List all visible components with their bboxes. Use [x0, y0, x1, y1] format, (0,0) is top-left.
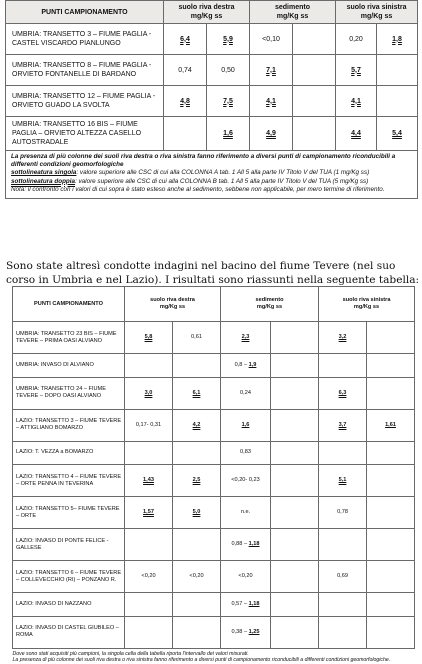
value-cell: [173, 465, 221, 497]
cell-value: 0,17- 0,31: [135, 421, 162, 428]
note-double-underline: [11, 178, 412, 186]
value-cell: [319, 441, 367, 465]
sampling-point: UMBRIA: TRANSETTO 8 – FIUME PAGLIA - ORVIETO FONTANELLE DI BARDANO: [6, 55, 164, 86]
value-cell: [367, 322, 415, 354]
sampling-point: UMBRIA: TRANSETTO 16 BIS – FIUME PAGLIA – ORVIETO ALTEZZA CASELLO AUTOSTRADALE: [6, 117, 164, 151]
sampling-point: UMBRIA: INVASO DI ALVIANO: [13, 354, 125, 378]
value-cell: [173, 561, 221, 593]
note-single-label: sottolineatura singola: [11, 169, 77, 177]
sampling-point: UMBRIA: TRANSETTO 23 BIS – FIUME TEVERE – PRIMA OASI ALVIANO: [13, 322, 125, 354]
table-row: [13, 377, 415, 409]
value-cell: [319, 409, 367, 441]
cell-value-max: 1,9: [248, 361, 257, 368]
note-comparison: Nota: il confronto con i valori di cui sopra è stato esteso anche al sedimento, sebbene non applicabile, per mero termine di riferimento.: [11, 185, 385, 193]
value-cell: [336, 86, 377, 117]
value-cell: [173, 593, 221, 617]
value-cell: [319, 377, 367, 409]
value-cell: [250, 117, 293, 151]
value-cell: [319, 616, 367, 648]
value-cell: [221, 465, 271, 497]
sampling-point: LAZIO: INVASO DI CASTEL GIUBILEO – ROMA: [13, 616, 125, 648]
header-left-bank-unit: mg/Kg ss: [353, 304, 380, 310]
value-cell: [377, 24, 418, 55]
value-cell: [319, 465, 367, 497]
cell-value: 5,9: [223, 35, 233, 43]
cell-value: 0,24: [240, 389, 251, 396]
cell-value-max: 1,18: [248, 600, 260, 607]
value-cell: [125, 377, 173, 409]
sampling-point: LAZIO: TRANSETTO 5– FIUME TEVERE – ORTE: [13, 497, 125, 529]
value-cell: [125, 465, 173, 497]
value-cell: [367, 354, 415, 378]
value-cell: [207, 117, 250, 151]
value-cell: [319, 322, 367, 354]
note-double-label: sottolineatura doppia: [11, 177, 76, 185]
value-cell: [367, 441, 415, 465]
table-row: [13, 497, 415, 529]
note-multiple-columns: La presenza di più colonne dei suoli riva destra o riva sinistra fanno riferimento a diversi punti di campionamento riconducibili a differenti condizioni geomorfologiche.: [12, 657, 391, 664]
value-cell: [125, 529, 173, 561]
value-cell: [221, 616, 271, 648]
value-cell: [125, 593, 173, 617]
cell-value: <0,20: [238, 573, 253, 580]
value-cell: [221, 529, 271, 561]
header-sediment-unit: mg/Kg ss: [256, 304, 283, 310]
value-cell: [293, 24, 336, 55]
sampling-point: LAZIO: TRANSETTO 6 – FIUME TEVERE – COLLEVECCHIO (RI) – PONZANO R.: [13, 561, 125, 593]
cell-value: 7,5: [223, 97, 233, 105]
value-cell: [125, 497, 173, 529]
header-left-bank: [336, 1, 418, 24]
value-cell: [271, 529, 319, 561]
value-cell: [164, 86, 207, 117]
cell-value: 7,1: [266, 66, 276, 74]
cell-value: n.e.: [240, 509, 251, 516]
table-row: [6, 86, 418, 117]
cell-value: 5,8: [144, 334, 153, 340]
value-cell: [250, 55, 293, 86]
sampling-point: LAZIO: TRANSETTO 3 – FIUME TEVERE – ATTIGLIANO BOMARZO: [13, 409, 125, 441]
value-cell: [221, 377, 271, 409]
cell-value: 0,78: [337, 509, 348, 516]
value-cell: [221, 441, 271, 465]
table-row: [13, 409, 415, 441]
value-cell: [367, 616, 415, 648]
value-cell: [221, 593, 271, 617]
table-paglia-notes: [6, 151, 418, 199]
header-sediment-label: sedimento: [275, 4, 311, 11]
cell-value: 4,1: [266, 97, 276, 105]
table-row: [13, 561, 415, 593]
value-cell: [250, 86, 293, 117]
value-cell: [164, 24, 207, 55]
cell-value: 3,2: [338, 334, 347, 340]
table-row: [6, 117, 418, 151]
cell-value: 0,20: [349, 35, 363, 43]
sampling-point: LAZIO: TRANSETTO 4 – FIUME TEVERE – ORTE PENNA IN TEVERINA: [13, 465, 125, 497]
cell-value: 0,8 –: [234, 361, 249, 368]
value-cell: [164, 117, 207, 151]
cell-value: 0,38 –: [231, 628, 249, 635]
cell-value: 4,4: [351, 130, 361, 137]
value-cell: [173, 497, 221, 529]
cell-value: 0,69: [337, 573, 348, 580]
cell-value: 3,7: [338, 421, 347, 428]
header-location: PUNTI CAMPIONAMENTO: [13, 287, 125, 322]
cell-value: 1,6: [241, 421, 250, 428]
cell-value: 0,83: [240, 449, 251, 456]
sampling-point: UMBRIA: TRANSETTO 3 – FIUME PAGLIA - CASTEL VISCARDO PIANLUNGO: [6, 24, 164, 55]
value-cell: [377, 55, 418, 86]
value-cell: [319, 561, 367, 593]
value-cell: [367, 409, 415, 441]
value-cell: [173, 322, 221, 354]
cell-value: 5,4: [392, 130, 402, 137]
cell-value: 4,2: [192, 421, 201, 428]
value-cell: [271, 465, 319, 497]
cell-value: 2,3: [241, 334, 250, 340]
header-sediment-unit: mg/Kg ss: [276, 13, 309, 20]
cell-value: 5,0: [192, 509, 201, 516]
value-cell: [221, 561, 271, 593]
value-cell: [271, 441, 319, 465]
value-cell: [271, 616, 319, 648]
sampling-point: LAZIO: INVASO DI PONTE FELICE - GALLESE: [13, 529, 125, 561]
cell-value: <0,20- 0,23: [231, 477, 260, 484]
value-cell: [173, 441, 221, 465]
value-cell: [173, 354, 221, 378]
note-multiple-columns: La presenza di più colonne dei suoli riva destra o riva sinistra fanno riferimento a diversi punti di campionamento riconducibili a differenti condizioni geomorfologiche: [11, 153, 396, 169]
header-right-bank: [164, 1, 250, 24]
value-cell: [207, 55, 250, 86]
value-cell: [125, 354, 173, 378]
cell-value: 0,57 –: [231, 600, 249, 607]
header-sediment-label: sedimento: [255, 297, 284, 303]
cell-value: 5,7: [351, 66, 361, 74]
cell-value: 1,43: [143, 477, 154, 484]
header-left-bank-label: suolo riva sinistra: [342, 297, 391, 303]
value-cell: [173, 409, 221, 441]
value-cell: [125, 409, 173, 441]
header-right-bank-label: suolo riva destra: [178, 4, 235, 11]
cell-value: <0,20: [141, 573, 156, 580]
sampling-point: LAZIO: T. VEZZA a BOMARZO: [13, 441, 125, 465]
value-cell: [271, 561, 319, 593]
value-cell: [336, 55, 377, 86]
table-row: [13, 322, 415, 354]
header-right-bank: [125, 287, 221, 322]
table-row: [13, 354, 415, 378]
cell-value: 3,0: [144, 389, 153, 396]
cell-value: <0,20: [189, 573, 204, 580]
cell-value-max: 1,18: [248, 541, 260, 548]
cell-value: 0,50: [221, 66, 235, 74]
value-cell: [367, 377, 415, 409]
value-cell: [271, 377, 319, 409]
value-cell: [221, 497, 271, 529]
body-paragraph: Sono state altresì condotte indagini nel bacino del fiume Tevere (nel suo corso in Umbria e nel Lazio). I risultati sono riassunti nella seguente tabella:: [6, 260, 420, 286]
cell-value-max: 1,25: [248, 628, 260, 635]
value-cell: [293, 86, 336, 117]
value-cell: [319, 593, 367, 617]
cell-value: 0,88 –: [231, 541, 249, 548]
value-cell: [367, 529, 415, 561]
table-row: [6, 55, 418, 86]
sampling-point: UMBRIA: TRANSETTO 24 – FIUME TEVERE – DOPO OASI ALVIANO: [13, 377, 125, 409]
table-paglia-body: [6, 24, 418, 151]
value-cell: [173, 377, 221, 409]
header-left-bank: [319, 287, 415, 322]
cell-value: 4,1: [351, 97, 361, 105]
value-cell: [250, 24, 293, 55]
cell-value: 6,4: [180, 35, 190, 43]
table-row: [13, 465, 415, 497]
value-cell: [336, 24, 377, 55]
note-single-text: : valore superiore alle CSC di cui alla COLONNA A tab. 1 All 5 alla parte IV Titolo V del TUA (1 mg/Kg ss): [76, 169, 370, 177]
note-multiple-samples: Dove sono stati acquisiti più campioni, la singola cella della tabella riporta l'intervallo dei valori misurati.: [12, 650, 249, 657]
value-cell: [377, 86, 418, 117]
cell-value: 1,6: [223, 130, 233, 137]
value-cell: [207, 24, 250, 55]
table-row: [13, 593, 415, 617]
header-right-bank-unit: mg/Kg ss: [190, 13, 223, 20]
table-row: [13, 529, 415, 561]
cell-value: 2,5: [192, 477, 201, 484]
table-tevere: [12, 286, 415, 664]
cell-value: 6,1: [192, 389, 201, 396]
cell-value: 6,3: [338, 389, 347, 396]
header-sediment: [250, 1, 336, 24]
value-cell: [367, 497, 415, 529]
cell-value: <0,10: [262, 35, 280, 43]
value-cell: [221, 409, 271, 441]
value-cell: [367, 593, 415, 617]
value-cell: [271, 354, 319, 378]
sampling-point: LAZIO: INVASO DI NAZZANO: [13, 593, 125, 617]
value-cell: [221, 354, 271, 378]
value-cell: [319, 497, 367, 529]
cell-value: 4,8: [180, 97, 190, 105]
value-cell: [125, 561, 173, 593]
value-cell: [207, 86, 250, 117]
value-cell: [173, 616, 221, 648]
table-row: [13, 616, 415, 648]
value-cell: [125, 322, 173, 354]
value-cell: [221, 322, 271, 354]
header-left-bank-label: suolo riva sinistra: [346, 4, 407, 11]
cell-value: 0,74: [178, 66, 192, 74]
cell-value: 1,61: [385, 421, 396, 428]
value-cell: [293, 117, 336, 151]
value-cell: [367, 465, 415, 497]
table-tevere-notes: [13, 648, 415, 664]
table-tevere-body: [13, 322, 415, 649]
header-location: PUNTI CAMPIONAMENTO: [6, 1, 164, 24]
value-cell: [164, 55, 207, 86]
value-cell: [271, 497, 319, 529]
value-cell: [173, 529, 221, 561]
value-cell: [319, 354, 367, 378]
value-cell: [377, 117, 418, 151]
sampling-point: UMBRIA: TRANSETTO 12 – FIUME PAGLIA - ORVIETO GUADO LA SVOLTA: [6, 86, 164, 117]
header-right-bank-unit: mg/Kg ss: [159, 304, 186, 310]
note-double-text: : valore superiore alle CSC di cui alla COLONNA B tab. 1 All 5 alla parte IV Titolo V del TUA (5 mg/Kg ss): [75, 177, 369, 185]
value-cell: [271, 409, 319, 441]
header-sediment: [221, 287, 319, 322]
value-cell: [367, 561, 415, 593]
cell-value: 5,1: [338, 477, 347, 484]
table-row: [13, 441, 415, 465]
value-cell: [125, 616, 173, 648]
header-right-bank-label: suolo riva destra: [150, 297, 195, 303]
cell-value: 4,9: [266, 130, 276, 137]
value-cell: [271, 322, 319, 354]
value-cell: [336, 117, 377, 151]
table-row: [6, 24, 418, 55]
cell-value: 0,61: [191, 334, 202, 340]
header-left-bank-unit: mg/Kg ss: [360, 13, 393, 20]
value-cell: [319, 529, 367, 561]
value-cell: [293, 55, 336, 86]
value-cell: [125, 441, 173, 465]
cell-value: 1,57: [143, 509, 154, 516]
value-cell: [271, 593, 319, 617]
cell-value: 1,8: [392, 35, 402, 43]
table-paglia: [5, 0, 418, 199]
note-single-underline: [11, 169, 412, 177]
